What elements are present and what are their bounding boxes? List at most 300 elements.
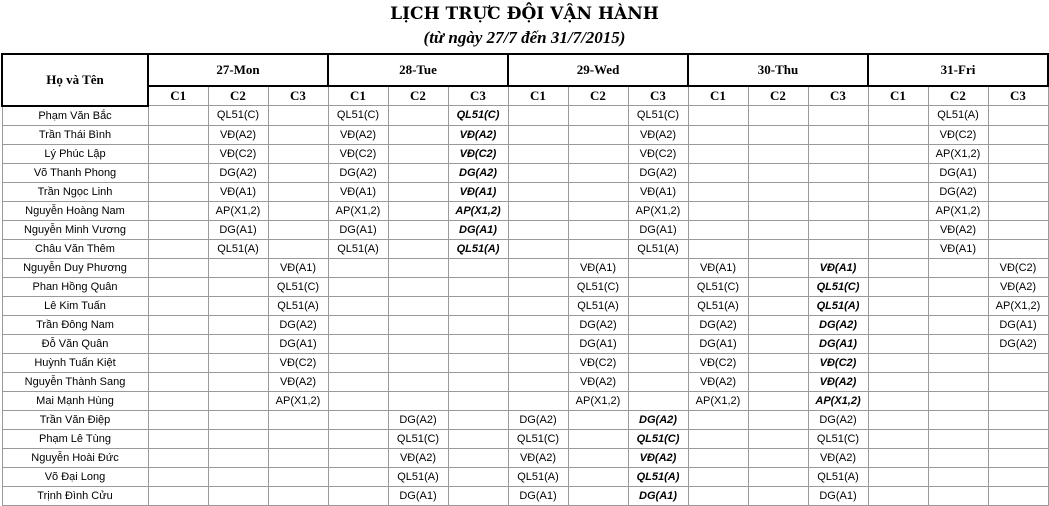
shift-cell: DG(A1) xyxy=(388,486,448,505)
shift-cell xyxy=(268,467,328,486)
shift-cell xyxy=(988,372,1048,391)
shift-cell xyxy=(148,258,208,277)
shift-cell xyxy=(208,334,268,353)
shift-cell xyxy=(688,220,748,239)
shift-cell xyxy=(748,448,808,467)
shift-cell xyxy=(928,296,988,315)
shift-cell xyxy=(568,410,628,429)
shift-cell xyxy=(148,163,208,182)
shift-cell: QL51(C) xyxy=(388,429,448,448)
shift-cell: DG(A2) xyxy=(448,163,508,182)
day-header: 28-Tue xyxy=(328,54,508,86)
shift-cell xyxy=(748,429,808,448)
shift-cell: AP(X1,2) xyxy=(988,296,1048,315)
table-row xyxy=(2,258,1048,277)
shift-cell xyxy=(208,429,268,448)
shift-cell xyxy=(148,429,208,448)
shift-cell xyxy=(628,296,688,315)
shift-cell xyxy=(388,201,448,220)
shift-cell: VĐ(C2) xyxy=(808,353,868,372)
shift-cell: QL51(A) xyxy=(208,239,268,258)
staff-name-cell: Lý Phúc Lập xyxy=(2,144,148,163)
shift-cell xyxy=(808,144,868,163)
day-header: 31-Fri xyxy=(868,54,1048,86)
day-header-row xyxy=(2,54,1048,86)
page-title: LỊCH TRỰC ĐỘI VẬN HÀNH xyxy=(390,4,659,24)
shift-cell: QL51(A) xyxy=(628,467,688,486)
shift-cell xyxy=(448,353,508,372)
shift-cell xyxy=(148,334,208,353)
shift-cell xyxy=(868,486,928,505)
shift-cell xyxy=(568,239,628,258)
shift-cell xyxy=(748,410,808,429)
shift-cell xyxy=(508,220,568,239)
shift-cell: VĐ(A1) xyxy=(328,182,388,201)
shift-cell xyxy=(988,486,1048,505)
shift-cell: VĐ(A1) xyxy=(808,258,868,277)
staff-name-cell: Trần Thái Bình xyxy=(2,125,148,144)
table-row xyxy=(2,239,1048,258)
shift-cell xyxy=(388,125,448,144)
shift-cell: DG(A1) xyxy=(268,334,328,353)
shift-cell: VĐ(A1) xyxy=(448,182,508,201)
shift-cell: QL51(C) xyxy=(328,106,388,126)
shift-cell xyxy=(328,334,388,353)
shift-cell: VĐ(A2) xyxy=(808,448,868,467)
shift-cell: VĐ(A2) xyxy=(928,220,988,239)
shift-cell: DG(A2) xyxy=(808,410,868,429)
shift-cell xyxy=(748,334,808,353)
shift-cell xyxy=(928,277,988,296)
shift-header: C1 xyxy=(148,86,208,106)
shift-header: C3 xyxy=(268,86,328,106)
shift-cell xyxy=(388,258,448,277)
shift-cell xyxy=(928,258,988,277)
shift-cell xyxy=(148,486,208,505)
shift-cell: VĐ(A2) xyxy=(988,277,1048,296)
shift-cell xyxy=(628,372,688,391)
staff-name-cell: Phạm Lê Tùng xyxy=(2,429,148,448)
shift-cell xyxy=(388,353,448,372)
shift-header: C1 xyxy=(688,86,748,106)
shift-cell xyxy=(208,486,268,505)
shift-cell xyxy=(388,391,448,410)
shift-cell xyxy=(568,448,628,467)
shift-cell xyxy=(508,239,568,258)
shift-cell: VĐ(C2) xyxy=(208,144,268,163)
shift-cell: VĐ(A2) xyxy=(628,448,688,467)
shift-cell xyxy=(628,391,688,410)
shift-cell xyxy=(868,467,928,486)
shift-cell xyxy=(448,258,508,277)
shift-cell: DG(A2) xyxy=(328,163,388,182)
staff-name-cell: Đỗ Văn Quân xyxy=(2,334,148,353)
table-row xyxy=(2,429,1048,448)
shift-cell xyxy=(148,410,208,429)
shift-cell xyxy=(148,201,208,220)
shift-cell xyxy=(148,182,208,201)
shift-cell: DG(A1) xyxy=(628,486,688,505)
shift-cell xyxy=(568,106,628,126)
shift-cell xyxy=(628,315,688,334)
shift-cell: DG(A2) xyxy=(688,315,748,334)
shift-header: C1 xyxy=(868,86,928,106)
shift-cell xyxy=(928,486,988,505)
shift-cell xyxy=(268,182,328,201)
table-row xyxy=(2,448,1048,467)
shift-cell: VĐ(C2) xyxy=(688,353,748,372)
shift-cell xyxy=(388,144,448,163)
shift-cell xyxy=(268,410,328,429)
shift-cell xyxy=(988,125,1048,144)
table-row xyxy=(2,486,1048,505)
shift-cell: QL51(C) xyxy=(508,429,568,448)
staff-name-cell: Võ Thanh Phong xyxy=(2,163,148,182)
shift-header: C2 xyxy=(208,86,268,106)
day-header: 30-Thu xyxy=(688,54,868,86)
shift-cell: DG(A1) xyxy=(688,334,748,353)
shift-cell xyxy=(508,201,568,220)
shift-cell xyxy=(388,220,448,239)
shift-cell xyxy=(388,372,448,391)
shift-cell: AP(X1,2) xyxy=(568,391,628,410)
shift-cell xyxy=(868,410,928,429)
shift-cell xyxy=(628,258,688,277)
shift-cell: VĐ(A2) xyxy=(628,125,688,144)
staff-name-cell: Phan Hồng Quân xyxy=(2,277,148,296)
shift-cell xyxy=(508,296,568,315)
shift-cell xyxy=(748,391,808,410)
shift-header: C3 xyxy=(808,86,868,106)
shift-cell xyxy=(868,239,928,258)
shift-cell: DG(A2) xyxy=(628,163,688,182)
shift-cell xyxy=(448,429,508,448)
shift-cell xyxy=(688,448,748,467)
staff-name-cell: Huỳnh Tuấn Kiệt xyxy=(2,353,148,372)
day-header: 27-Mon xyxy=(148,54,328,86)
table-row xyxy=(2,220,1048,239)
shift-cell: AP(X1,2) xyxy=(268,391,328,410)
shift-cell xyxy=(928,372,988,391)
shift-cell xyxy=(928,334,988,353)
table-row xyxy=(2,315,1048,334)
table-row xyxy=(2,163,1048,182)
shift-cell: QL51(A) xyxy=(448,239,508,258)
shift-cell xyxy=(388,182,448,201)
shift-cell xyxy=(388,106,448,126)
shift-header: C2 xyxy=(388,86,448,106)
shift-cell: DG(A1) xyxy=(808,486,868,505)
shift-cell xyxy=(748,220,808,239)
shift-cell xyxy=(268,486,328,505)
shift-cell xyxy=(808,125,868,144)
shift-cell xyxy=(148,296,208,315)
shift-cell: QL51(C) xyxy=(268,277,328,296)
shift-cell xyxy=(748,201,808,220)
shift-header: C2 xyxy=(748,86,808,106)
shift-cell: QL51(C) xyxy=(568,277,628,296)
table-row xyxy=(2,391,1048,410)
shift-cell xyxy=(148,315,208,334)
shift-cell: QL51(C) xyxy=(808,429,868,448)
shift-cell xyxy=(208,258,268,277)
shift-cell: QL51(A) xyxy=(808,467,868,486)
shift-cell xyxy=(688,144,748,163)
shift-cell xyxy=(748,372,808,391)
shift-cell: QL51(A) xyxy=(568,296,628,315)
shift-cell xyxy=(208,391,268,410)
staff-name-cell: Phạm Văn Bắc xyxy=(2,106,148,126)
shift-cell xyxy=(388,239,448,258)
shift-cell xyxy=(868,353,928,372)
shift-cell xyxy=(388,163,448,182)
shift-cell xyxy=(508,277,568,296)
shift-cell xyxy=(328,315,388,334)
shift-cell: DG(A2) xyxy=(268,315,328,334)
shift-cell: QL51(C) xyxy=(688,277,748,296)
shift-cell xyxy=(748,239,808,258)
shift-cell xyxy=(748,467,808,486)
shift-cell: AP(X1,2) xyxy=(448,201,508,220)
shift-cell xyxy=(148,448,208,467)
shift-cell xyxy=(328,258,388,277)
shift-cell: DG(A2) xyxy=(628,410,688,429)
shift-cell: QL51(A) xyxy=(508,467,568,486)
shift-cell xyxy=(988,182,1048,201)
shift-cell xyxy=(508,125,568,144)
shift-cell: DG(A1) xyxy=(568,334,628,353)
shift-cell: VĐ(A1) xyxy=(688,258,748,277)
shift-cell: VĐ(A1) xyxy=(628,182,688,201)
shift-cell xyxy=(808,182,868,201)
shift-cell: AP(X1,2) xyxy=(928,201,988,220)
shift-cell xyxy=(748,125,808,144)
staff-name-cell: Châu Văn Thêm xyxy=(2,239,148,258)
shift-cell: DG(A1) xyxy=(328,220,388,239)
shift-cell xyxy=(208,410,268,429)
shift-cell xyxy=(448,467,508,486)
shift-cell xyxy=(508,315,568,334)
shift-cell xyxy=(688,410,748,429)
shift-cell xyxy=(148,239,208,258)
staff-name-cell: Trần Ngọc Linh xyxy=(2,182,148,201)
shift-cell xyxy=(928,315,988,334)
shift-cell xyxy=(148,277,208,296)
shift-cell xyxy=(748,106,808,126)
shift-header: C3 xyxy=(628,86,688,106)
staff-name-cell: Trịnh Đình Cửu xyxy=(2,486,148,505)
shift-cell xyxy=(268,125,328,144)
shift-cell xyxy=(688,182,748,201)
shift-cell xyxy=(508,106,568,126)
shift-cell xyxy=(688,239,748,258)
shift-cell xyxy=(268,220,328,239)
shift-cell xyxy=(868,144,928,163)
shift-cell: VĐ(A1) xyxy=(928,239,988,258)
shift-cell xyxy=(688,106,748,126)
shift-cell: DG(A1) xyxy=(448,220,508,239)
shift-cell xyxy=(388,334,448,353)
table-row xyxy=(2,410,1048,429)
shift-cell xyxy=(988,391,1048,410)
shift-cell xyxy=(988,106,1048,126)
shift-cell: QL51(C) xyxy=(808,277,868,296)
shift-cell: DG(A2) xyxy=(508,410,568,429)
shift-cell: QL51(A) xyxy=(928,106,988,126)
shift-cell xyxy=(568,163,628,182)
shift-cell xyxy=(148,467,208,486)
shift-cell: DG(A1) xyxy=(208,220,268,239)
shift-cell xyxy=(148,372,208,391)
shift-cell: QL51(C) xyxy=(448,106,508,126)
shift-cell xyxy=(988,163,1048,182)
day-header: 29-Wed xyxy=(508,54,688,86)
shift-cell: QL51(A) xyxy=(808,296,868,315)
shift-cell: AP(X1,2) xyxy=(328,201,388,220)
shift-cell xyxy=(208,315,268,334)
shift-cell xyxy=(688,201,748,220)
shift-cell xyxy=(568,182,628,201)
shift-cell: VĐ(A2) xyxy=(208,125,268,144)
table-row xyxy=(2,182,1048,201)
shift-header: C1 xyxy=(508,86,568,106)
shift-cell xyxy=(748,353,808,372)
shift-cell: VĐ(C2) xyxy=(328,144,388,163)
shift-cell xyxy=(508,163,568,182)
staff-name-cell: Trần Văn Điệp xyxy=(2,410,148,429)
shift-cell: VĐ(A2) xyxy=(568,372,628,391)
shift-cell xyxy=(988,144,1048,163)
shift-cell xyxy=(748,296,808,315)
shift-cell: VĐ(A2) xyxy=(808,372,868,391)
shift-cell: VĐ(C2) xyxy=(988,258,1048,277)
shift-cell xyxy=(448,277,508,296)
shift-cell: VĐ(A2) xyxy=(388,448,448,467)
shift-cell xyxy=(448,296,508,315)
shift-cell xyxy=(868,201,928,220)
shift-cell xyxy=(148,144,208,163)
shift-cell xyxy=(208,277,268,296)
shift-cell xyxy=(508,258,568,277)
shift-cell: QL51(A) xyxy=(328,239,388,258)
shift-cell xyxy=(448,372,508,391)
shift-cell xyxy=(928,391,988,410)
shift-cell xyxy=(868,106,928,126)
shift-cell xyxy=(808,220,868,239)
shift-cell xyxy=(628,353,688,372)
shift-cell: VĐ(A1) xyxy=(568,258,628,277)
shift-cell xyxy=(328,429,388,448)
shift-cell: AP(X1,2) xyxy=(628,201,688,220)
staff-name-cell: Nguyễn Minh Vương xyxy=(2,220,148,239)
shift-cell: DG(A2) xyxy=(388,410,448,429)
shift-cell xyxy=(328,353,388,372)
shift-cell xyxy=(268,448,328,467)
shift-cell xyxy=(868,429,928,448)
shift-cell: VĐ(A2) xyxy=(688,372,748,391)
shift-cell xyxy=(988,353,1048,372)
shift-cell xyxy=(508,144,568,163)
shift-cell xyxy=(568,201,628,220)
shift-cell: AP(X1,2) xyxy=(208,201,268,220)
shift-cell xyxy=(928,353,988,372)
shift-cell xyxy=(568,467,628,486)
shift-cell xyxy=(208,296,268,315)
shift-cell xyxy=(328,486,388,505)
shift-cell xyxy=(868,448,928,467)
shift-cell xyxy=(688,429,748,448)
staff-name-cell: Nguyễn Duy Phương xyxy=(2,258,148,277)
shift-cell: VĐ(A2) xyxy=(268,372,328,391)
shift-cell: DG(A1) xyxy=(508,486,568,505)
shift-cell xyxy=(328,410,388,429)
shift-cell xyxy=(808,163,868,182)
shift-cell xyxy=(928,429,988,448)
shift-cell xyxy=(868,258,928,277)
table-row xyxy=(2,277,1048,296)
shift-cell: DG(A1) xyxy=(808,334,868,353)
shift-cell xyxy=(508,334,568,353)
table-row xyxy=(2,201,1048,220)
shift-header: C1 xyxy=(328,86,388,106)
shift-cell xyxy=(808,239,868,258)
shift-cell xyxy=(868,277,928,296)
shift-cell xyxy=(748,144,808,163)
shift-cell: DG(A1) xyxy=(988,315,1048,334)
shift-cell xyxy=(448,410,508,429)
shift-cell xyxy=(268,429,328,448)
shift-cell xyxy=(268,201,328,220)
shift-cell xyxy=(808,201,868,220)
shift-cell xyxy=(208,448,268,467)
staff-name-cell: Lê Kim Tuấn xyxy=(2,296,148,315)
shift-cell: VĐ(A1) xyxy=(208,182,268,201)
shift-cell xyxy=(748,182,808,201)
shift-cell xyxy=(868,334,928,353)
shift-cell xyxy=(748,277,808,296)
shift-cell xyxy=(868,315,928,334)
shift-cell xyxy=(808,106,868,126)
shift-cell xyxy=(988,220,1048,239)
shift-header: C2 xyxy=(568,86,628,106)
shift-cell xyxy=(928,410,988,429)
shift-cell xyxy=(988,467,1048,486)
shift-cell xyxy=(448,448,508,467)
shift-cell xyxy=(628,334,688,353)
shift-cell xyxy=(328,277,388,296)
shift-cell xyxy=(208,372,268,391)
shift-cell xyxy=(568,486,628,505)
shift-cell: VĐ(C2) xyxy=(628,144,688,163)
shift-cell: AP(X1,2) xyxy=(688,391,748,410)
shift-cell: QL51(A) xyxy=(268,296,328,315)
shift-cell xyxy=(388,315,448,334)
shift-cell: DG(A2) xyxy=(208,163,268,182)
shift-cell xyxy=(208,353,268,372)
shift-cell: QL51(C) xyxy=(628,429,688,448)
schedule-table xyxy=(1,53,1049,506)
shift-cell xyxy=(388,296,448,315)
shift-cell xyxy=(868,220,928,239)
shift-cell xyxy=(328,296,388,315)
shift-cell: DG(A2) xyxy=(568,315,628,334)
table-row xyxy=(2,106,1048,126)
shift-cell xyxy=(928,467,988,486)
table-row xyxy=(2,353,1048,372)
shift-cell xyxy=(688,486,748,505)
shift-cell xyxy=(988,448,1048,467)
shift-cell xyxy=(568,220,628,239)
